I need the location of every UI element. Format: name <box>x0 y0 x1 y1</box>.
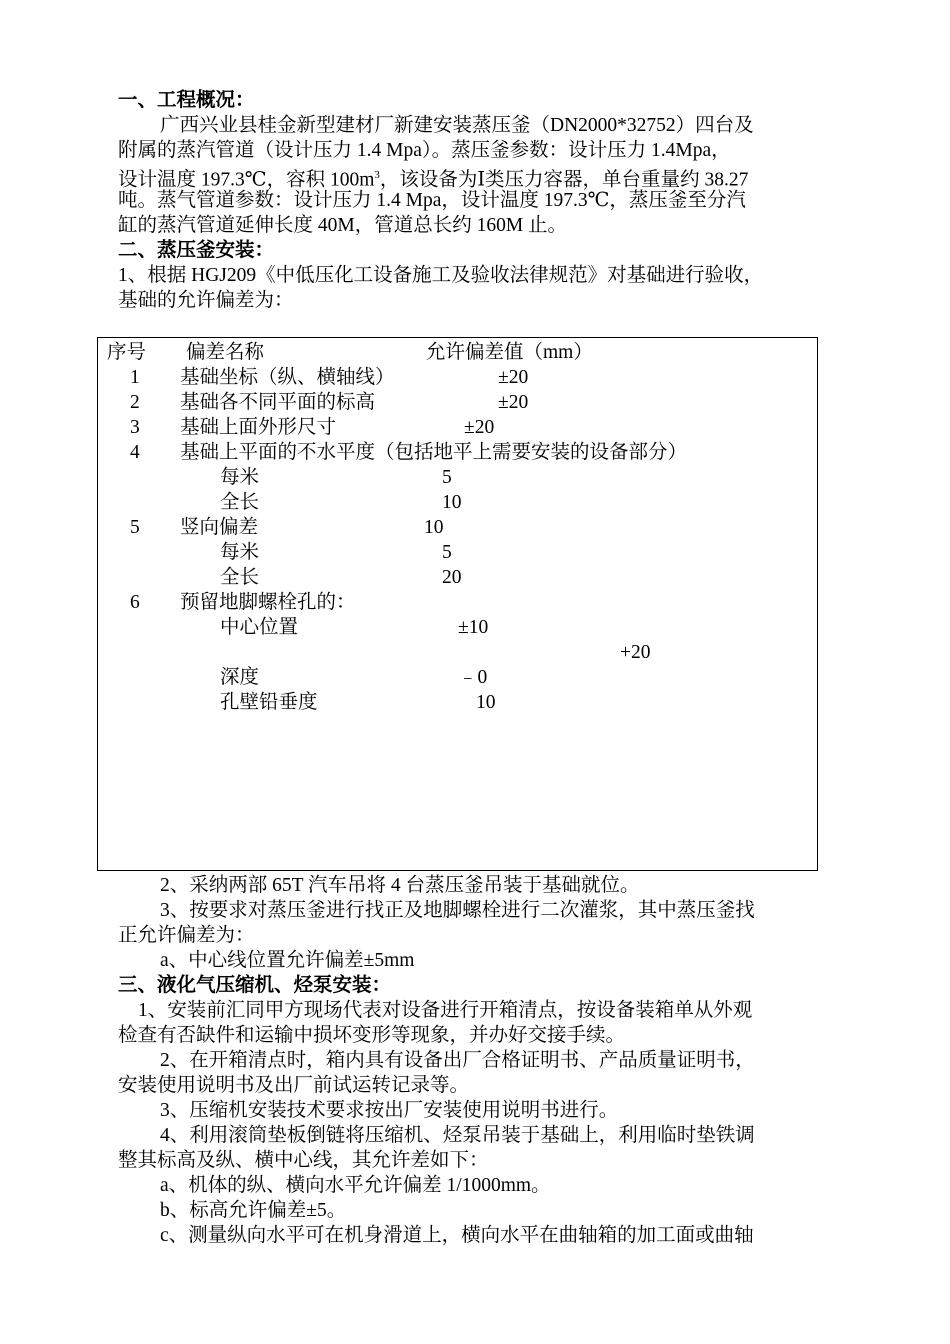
table-cell: 2 <box>130 392 140 413</box>
table-cell: ±20 <box>464 417 495 438</box>
table-cell: 10 <box>476 692 496 713</box>
table-cell: 基础各不同平面的标高 <box>180 392 376 413</box>
table-cell: 5 <box>442 467 452 488</box>
paragraph-line: a、机体的纵、横向水平允许偏差 1/1000mm。 <box>160 1175 551 1196</box>
paragraph-line: 广西兴业县桂金新型建材厂新建安装蒸压釜（DN2000*32752）四台及 <box>160 115 754 136</box>
paragraph-line: 1、根据 HGJ209《中低压化工设备施工及验收法律规范》对基础进行验收， <box>118 265 764 286</box>
paragraph-line: 2、采纳两部 65T 汽车吊将 4 台蒸压釜吊装于基础就位。 <box>160 875 640 896</box>
paragraph-line: 吨。蒸气管道参数：设计压力 1.4 Mpa，设计温度 197.3℃，蒸压釜至分汽 <box>118 190 746 211</box>
table-cell: 6 <box>130 592 140 613</box>
paragraph-line: 缸的蒸汽管道延伸长度 40M，管道总长约 160M 止。 <box>118 215 568 236</box>
table-cell: 全长 <box>220 492 260 513</box>
tolerance-table-box <box>97 337 818 871</box>
paragraph-line: 安装使用说明书及出厂前试运转记录等。 <box>118 1075 470 1096</box>
table-cell: 竖向偏差 <box>180 517 259 538</box>
table-cell: ﹣0 <box>458 667 488 688</box>
paragraph-line: 附属的蒸汽管道（设计压力 1.4 Mpa）。蒸压釜参数：设计压力 1.4Mpa， <box>118 140 731 161</box>
table-cell: 基础上面外形尺寸 <box>180 417 337 438</box>
paragraph-line: 4、利用滚筒垫板倒链将压缩机、烃泵吊装于基础上，利用临时垫铁调 <box>160 1125 755 1146</box>
paragraph-line: 整其标高及纵、横中心线，其允许差如下： <box>118 1150 489 1171</box>
paragraph-line: 设计温度 197.3℃，容积 $100m^3$，该设备为Ⅰ类压力容器，单台重量约 38.27 <box>118 169 749 191</box>
table-cell: 10 <box>442 492 462 513</box>
paragraph-line: 1、安装前汇同甲方现场代表对设备进行开箱清点，按设备装箱单从外观 <box>138 1000 753 1021</box>
table-cell: 全长 <box>220 567 260 588</box>
paragraph-line: 2、在开箱清点时，箱内具有设备出厂合格证明书、产品质量证明书， <box>160 1050 755 1071</box>
table-cell: 每米 <box>220 542 260 563</box>
table-cell: ±20 <box>498 392 529 413</box>
section-2-heading: 二、蒸压釜安装： <box>118 240 275 261</box>
table-cell: 深度 <box>220 667 260 688</box>
paragraph-line: b、标高允许偏差±5。 <box>160 1200 347 1221</box>
table-cell: 中心位置 <box>220 617 299 638</box>
table-cell: ±20 <box>498 367 529 388</box>
table-cell: 4 <box>130 442 140 463</box>
table-cell: 预留地脚螺栓孔的： <box>180 592 356 613</box>
table-cell: 3 <box>130 417 140 438</box>
table-cell: 5 <box>130 517 140 538</box>
table-cell: 20 <box>442 567 462 588</box>
paragraph-line: 3、压缩机安装技术要求按出厂安装使用说明书进行。 <box>160 1100 619 1121</box>
paragraph-line: 正允许偏差为： <box>118 925 255 946</box>
table-cell: 10 <box>424 517 444 538</box>
paragraph-line: c、测量纵向水平可在机身滑道上，横向水平在曲轴箱的加工面或曲轴 <box>160 1225 754 1246</box>
paragraph-line: 基础的允许偏差为： <box>118 290 294 311</box>
table-cell: 1 <box>130 367 140 388</box>
table-cell: +20 <box>620 642 651 663</box>
table-header-no: 序号 <box>107 342 147 363</box>
section-3-heading: 三、液化气压缩机、烃泵安装： <box>118 975 392 996</box>
paragraph-line: a、中心线位置允许偏差±5mm <box>160 950 415 971</box>
table-cell: ±10 <box>458 617 489 638</box>
paragraph-line: 3、按要求对蒸压釜进行找正及地脚螺栓进行二次灌浆，其中蒸压釜找 <box>160 900 755 921</box>
table-header-name: 偏差名称 <box>186 342 265 363</box>
superscript: 3 <box>374 169 380 181</box>
table-cell: 基础上平面的不水平度（包括地平上需要安装的设备部分） <box>180 442 688 463</box>
table-cell: 每米 <box>220 467 260 488</box>
table-header-value: 允许偏差值（mm） <box>426 342 593 363</box>
paragraph-line: 检查有否缺件和运输中损坏变形等现象，并办好交接手续。 <box>118 1025 626 1046</box>
table-cell: 基础坐标（纵、横轴线） <box>180 367 395 388</box>
section-1-heading: 一、工程概况： <box>118 90 255 111</box>
table-cell: 5 <box>442 542 452 563</box>
table-cell: 孔壁铅垂度 <box>220 692 318 713</box>
